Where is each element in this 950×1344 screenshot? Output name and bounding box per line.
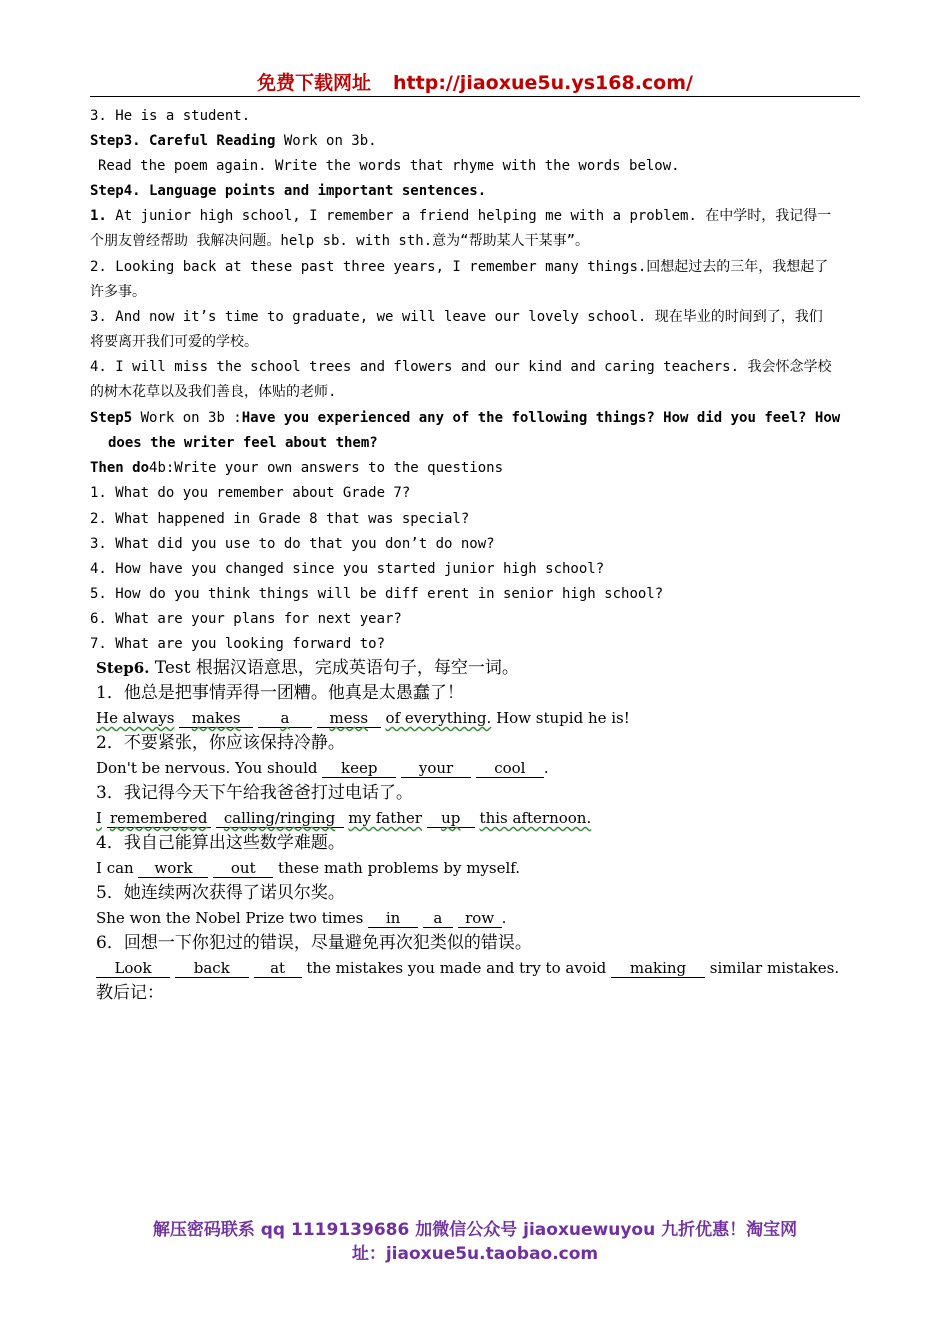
question-5: 5. How do you think things will be diff erent in senior high school? (90, 586, 664, 602)
test-2-answer: Don't be nervous. You should keep your cool . (96, 759, 549, 777)
after-class-notes: 教后记： (96, 983, 164, 1003)
test-6-chinese: 6．回想一下你犯过的错误，尽量避免再次犯类似的错误。 (96, 933, 532, 953)
answer-blank: at (254, 959, 302, 978)
answer-blank: mess (317, 709, 381, 728)
answer-blank: your (401, 759, 471, 778)
question-1: 1. What do you remember about Grade 7? (90, 485, 411, 501)
point-2-line-a: 2. Looking back at these past three years, I remember many things.回想起过去的三年，我想起了 (90, 259, 829, 275)
test-1-chinese: 1．他总是把事情弄得一团糟。他真是太愚蠢了！ (96, 683, 464, 703)
answer-blank: out (213, 859, 273, 878)
header-title: 免费下载网址 (257, 72, 372, 94)
point-4-line-b: 的树木花草以及我们善良，体贴的老师. (90, 384, 337, 400)
answer-blank: work (138, 859, 208, 878)
question-7: 7. What are you looking forward to? (90, 636, 386, 652)
footer-line-1: 解压密码联系 qq 1119139686 加微信公众号 jiaoxuewuyou 九折优惠！淘宝网 (152, 1220, 798, 1240)
test-3-answer: I remembered calling/ringing my father up this afternoon. (96, 809, 592, 827)
answer-blank: back (175, 959, 249, 978)
point-3-line-a: 3. And now it’s time to graduate, we will leave our lovely school. 现在毕业的时间到了，我们 (90, 309, 823, 325)
answer-blank: a (258, 709, 312, 728)
point-4-line-a: 4. I will miss the school trees and flowers and our kind and caring teachers. 我会怀念学校 (90, 359, 832, 375)
answer-blank: row (458, 909, 502, 928)
answer-blank: remembered (107, 809, 211, 828)
line-student: 3. He is a student. (90, 108, 251, 124)
point-1-line-b: 个朋友曾经帮助 我解决问题。help sb. with sth.意为“帮助某人干某事”。 (90, 233, 590, 249)
header-url[interactable]: http://jiaoxue5u.ys168.com/ (393, 72, 693, 94)
test-5-chinese: 5．她连续两次获得了诺贝尔奖。 (96, 883, 345, 903)
answer-blank: a (423, 909, 453, 928)
question-3: 3. What did you use to do that you don’t do now? (90, 536, 495, 552)
answer-blank: up (427, 809, 475, 828)
test-5-answer: She won the Nobel Prize two times in a row . (96, 909, 507, 927)
step5-heading: Step5 Work on 3b :Have you experienced any of the following things? How did you feel? How (90, 410, 841, 426)
answer-blank: Look (96, 959, 170, 978)
test-4-answer: I can work out these math problems by myself. (96, 859, 521, 877)
answer-blank: makes (179, 709, 253, 728)
step5-continuation: does the writer feel about them? (108, 435, 378, 451)
step3-heading: Step3. Careful Reading Work on 3b. (90, 133, 377, 149)
question-2: 2. What happened in Grade 8 that was special? (90, 511, 470, 527)
step6-heading: Step6. Test 根据汉语意思，完成英语句子，每空一词。 (96, 658, 519, 678)
test-1-answer: He always makes a mess of everything. How stupid he is! (96, 709, 630, 727)
point-1-line-a: 1. At junior high school, I remember a friend helping me with a problem. 在中学时，我记得一 (90, 208, 832, 224)
step4-heading: Step4. Language points and important sentences. (90, 183, 487, 199)
answer-blank: in (368, 909, 418, 928)
answer-blank: keep (322, 759, 396, 778)
then-do-heading: Then do4b:Write your own answers to the questions (90, 460, 504, 476)
question-6: 6. What are your plans for next year? (90, 611, 402, 627)
test-4-chinese: 4．我自己能算出这些数学难题。 (96, 833, 345, 853)
footer (90, 1218, 860, 1266)
test-3-chinese: 3．我记得今天下午给我爸爸打过电话了。 (96, 783, 413, 803)
answer-blank: cool (476, 759, 544, 778)
answer-blank: calling/ringing (216, 809, 344, 828)
test-6-answer: Look back at the mistakes you made and try to avoid making similar mistakes. (96, 956, 866, 981)
answer-blank: making (611, 959, 705, 978)
step3-detail: Read the poem again. Write the words that rhyme with the words below. (98, 158, 680, 174)
question-4: 4. How have you changed since you started junior high school? (90, 561, 605, 577)
point-3-line-b: 将要离开我们可爱的学校。 (90, 334, 258, 350)
footer-line-2[interactable]: 址：jiaoxue5u.taobao.com (351, 1244, 599, 1264)
point-2-line-b: 许多事。 (90, 284, 146, 300)
test-2-chinese: 2．不要紧张，你应该保持冷静。 (96, 733, 345, 753)
header (90, 68, 860, 95)
header-divider (90, 96, 860, 97)
